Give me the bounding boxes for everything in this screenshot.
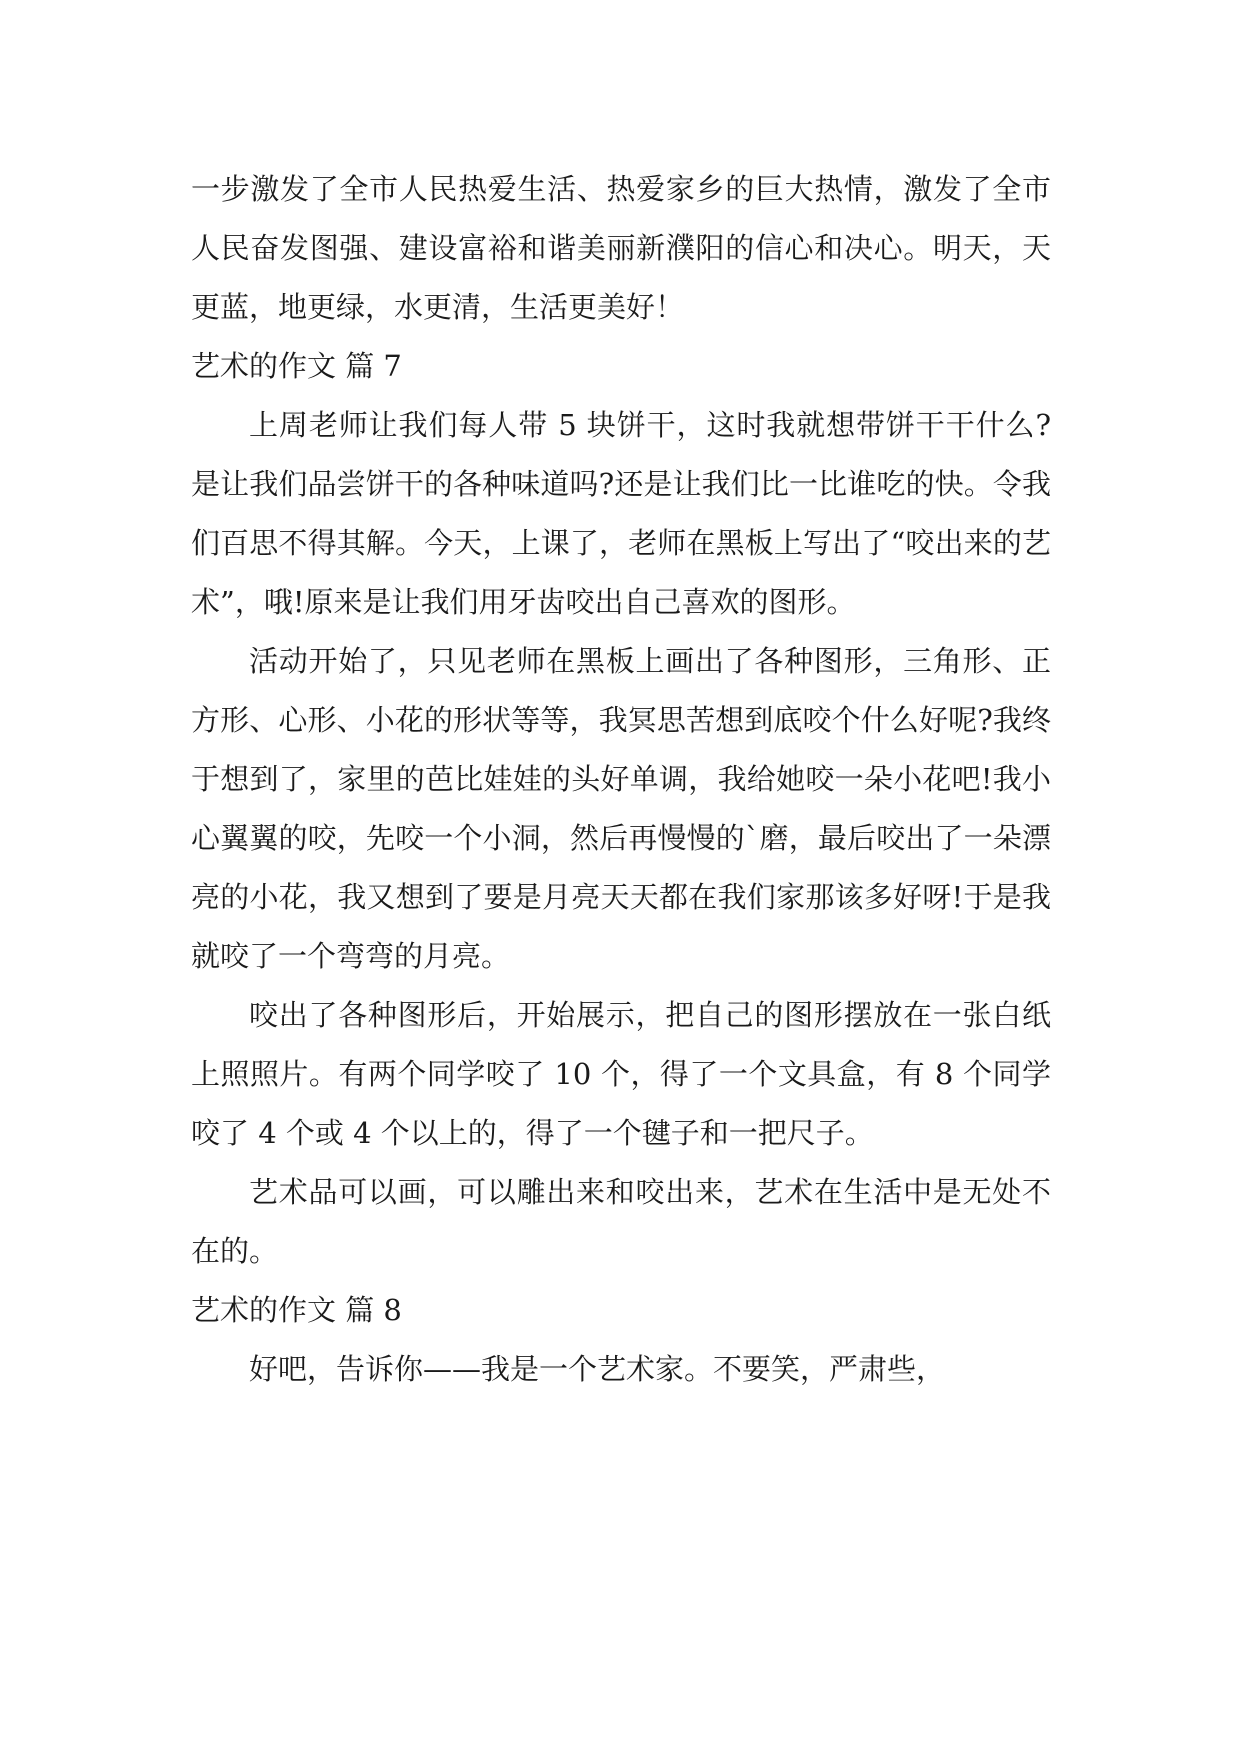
section-heading-7: 艺术的作文 篇 7: [191, 349, 402, 383]
paragraph-7-1: 上周老师让我们每人带 5 块饼干，这时我就想带饼干干什么?是让我们品尝饼干的各种味道吗?还是让我们比一比谁吃的快。令我们百思不得其解。今天，上课了，老师在黑板上写出了“咬出来的艺术”，哦!原来是让我们用牙齿咬出自己喜欢的图形。: [191, 408, 1051, 619]
paragraph-intro: 一步激发了全市人民热爱生活、热爱家乡的巨大热情，激发了全市人民奋发图强、建设富裕和谐美丽新濮阳的信心和决心。明天，天更蓝，地更绿，水更清，生活更美好！: [191, 172, 1051, 324]
paragraph-7-4: 艺术品可以画，可以雕出来和咬出来，艺术在生活中是无处不在的。: [191, 1175, 1051, 1268]
paragraph-7-2: 活动开始了，只见老师在黑板上画出了各种图形，三角形、正方形、心形、小花的形状等等，我冥思苦想到底咬个什么好呢?我终于想到了，家里的芭比娃娃的头好单调，我给她咬一朵小花吧!我小心翼翼的咬，先咬一个小洞，然后再慢慢的`磨，最后咬出了一朵漂亮的小花，我又想到了要是月亮天天都在我们家那该多好呀!于是我就咬了一个弯弯的月亮。: [191, 644, 1051, 973]
paragraph-7-3: 咬出了各种图形后，开始展示，把自己的图形摆放在一张白纸上照照片。有两个同学咬了 10 个，得了一个文具盒，有 8 个同学咬了 4 个或 4 个以上的，得了一个毽子和一把尺子。: [191, 998, 1051, 1150]
paragraph-8-1: 好吧，告诉你——我是一个艺术家。不要笑，严肃些，: [249, 1352, 946, 1386]
section-heading-8: 艺术的作文 篇 8: [191, 1293, 402, 1327]
document-page: [191, 160, 1051, 1399]
